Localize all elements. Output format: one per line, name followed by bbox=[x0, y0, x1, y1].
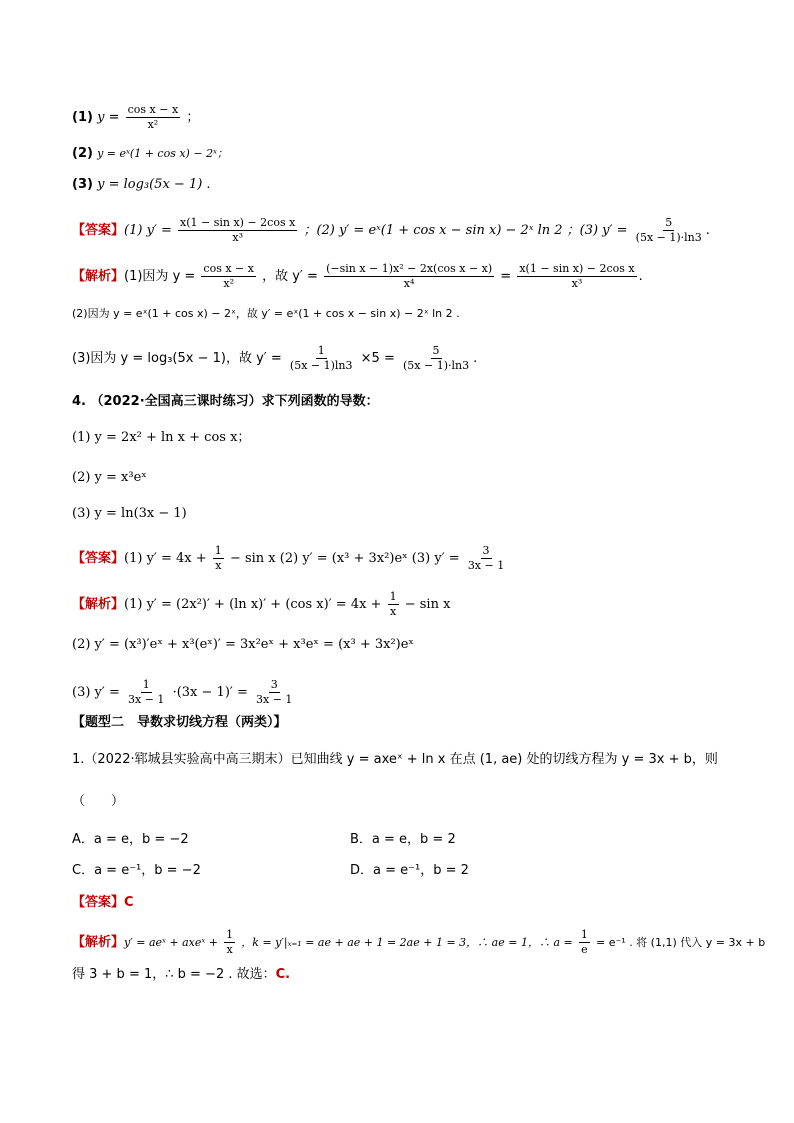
section-heading: 【题型二 导数求切线方程（两类）】 bbox=[72, 715, 287, 730]
p4-heading: 4. （2022·全国高三课时练习）求下列函数的导数： bbox=[72, 394, 379, 409]
p3-solution-1: 【解析】(1)因为 y = $\frac{\text{cos x − x}}{\text{x²}}$ ，故 y′ = $\frac{\text{(−sin x − 1)x² − 2x(cos x − x)}}{\text{x⁴}}$ = $\frac{\text{x(1 − sin x) − 2cos x}}{\text{x³}}$ . bbox=[72, 262, 643, 290]
p4-q1: (1) y = 2x² + ln x + cos x； bbox=[72, 430, 251, 445]
fraction: $\frac{\text{cos x − x}}{\text{x²}}$ bbox=[127, 103, 179, 131]
p3-answer: 【答案】(1) y′ = $\frac{\text{x(1 − sin x) − 2cos x}}{\text{x³}}$ ；(2) y′ = eˣ(1 + cos x − sin x) − 2ˣ ln 2 ；(3) y′ = $\frac{5}{(5x - 1)\cdot\ln 3}$ . bbox=[72, 216, 710, 244]
q5-solution-line2: 得 3 + b = 1，∴ b = −2 . 故选：C. bbox=[72, 967, 291, 982]
option-b: B．a = e，b = 2 bbox=[350, 832, 456, 847]
q5-solution-line1: 【解析】y′ = aeˣ + axeˣ + $\frac{1}{x}$ ，k = y′|ₓ₌₁ = ae + ae + 1 = 2ae + 1 = 3，∴ ae = 1，∴ a = $\frac{1}{e}$ = e⁻¹ . 将 (1,1) 代入 y = 3x + b bbox=[72, 928, 766, 956]
p3-q2: (2) y = eˣ(1 + cos x) − 2ˣ； bbox=[72, 146, 228, 161]
p4-answer: 【答案】(1) y′ = 4x + $\frac{1}{x}$ − sin x (2) y′ = (x³ + 3x²)eˣ (3) y′ = $\frac{3}{3x - 1}$ bbox=[72, 544, 505, 572]
p3-solution-3: (3)因为 y = log₃(5x − 1)，故 y′ = $\frac{1}{(5x - 1)\ln 3}$ ×5 = $\frac{5}{(5x - 1)\cdot\ln 3}$ . bbox=[72, 344, 478, 372]
p3-solution-2: (2)因为 y = eˣ(1 + cos x) − 2ˣ，故 y′ = eˣ(1 + cos x − sin x) − 2ˣ ln 2 . bbox=[72, 307, 460, 320]
p3-q1: (1) y = $\frac{\text{cos x − x}}{\text{x²}}$ ； bbox=[72, 103, 200, 131]
p4-q3: (3) y = ln(3x − 1) bbox=[72, 506, 187, 521]
p4-solution-1: 【解析】(1) y′ = (2x²)′ + (ln x)′ + (cos x)′ = 4x + $\frac{1}{x}$ − sin x bbox=[72, 590, 451, 618]
option-d: D．a = e⁻¹，b = 2 bbox=[350, 863, 469, 878]
p4-solution-2: (2) y′ = (x³)′eˣ + x³(eˣ)′ = 3x²eˣ + x³eˣ = (x³ + 3x²)eˣ bbox=[72, 637, 414, 652]
q5-paren: （ ） bbox=[72, 794, 125, 809]
q5-answer: 【答案】C bbox=[72, 895, 134, 910]
p4-q2: (2) y = x³eˣ bbox=[72, 470, 147, 485]
option-a: A．a = e，b = −2 bbox=[72, 832, 189, 847]
p4-solution-3: (3) y′ = $\frac{1}{3x - 1}$ ·(3x − 1)′ = $\frac{3}{3x - 1}$ bbox=[72, 678, 293, 706]
option-c: C．a = e⁻¹，b = −2 bbox=[72, 863, 201, 878]
p3-q3: (3) y = log₃(5x − 1) . bbox=[72, 177, 211, 192]
q5-stem: 1.（2022·郓城县实验高中高三期末）已知曲线 y = axeˣ + ln x 在点 (1, ae) 处的切线方程为 y = 3x + b，则 bbox=[72, 752, 718, 767]
